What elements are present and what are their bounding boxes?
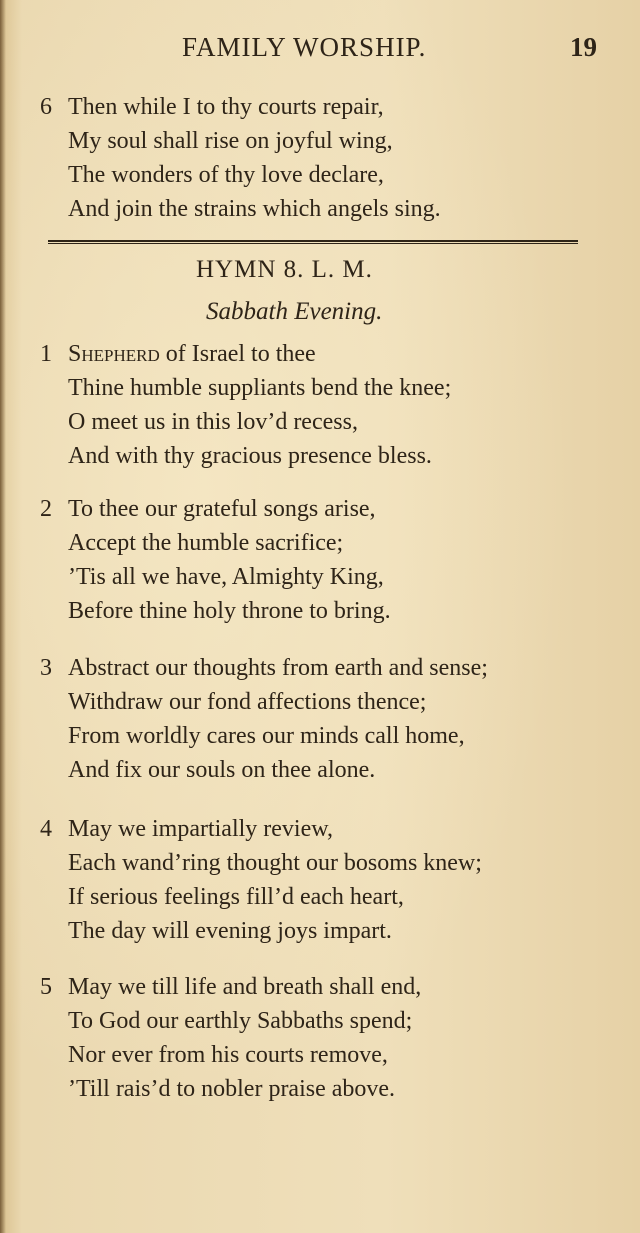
- section-divider: [48, 240, 578, 244]
- verse-number: 2: [40, 496, 52, 522]
- verse-number: 6: [40, 94, 52, 120]
- verse-line: Abstract our thoughts from earth and sense;: [68, 655, 488, 681]
- verse-line: And with thy gracious presence bless.: [68, 443, 432, 469]
- verse-line: ’Tis all we have, Almighty King,: [68, 564, 384, 590]
- verse-number: 5: [40, 974, 52, 1000]
- verse-line: Before thine holy throne to bring.: [68, 598, 391, 624]
- verse-line: The day will evening joys impart.: [68, 918, 392, 944]
- first-word: Shepherd: [68, 341, 160, 367]
- verse-line: To God our earthly Sabbaths spend;: [68, 1008, 413, 1034]
- page-header: [0, 32, 640, 72]
- verse-line: O meet us in this lov’d recess,: [68, 409, 358, 435]
- verse-line: May we impartially review,: [68, 816, 334, 842]
- running-title: FAMILY WORSHIP.: [182, 32, 427, 62]
- verse-number: 1: [40, 341, 52, 367]
- verse-line: To thee our grateful songs arise,: [68, 496, 376, 522]
- verse-number: 3: [40, 655, 52, 681]
- verse-line: Withdraw our fond affections thence;: [68, 689, 427, 715]
- verse-line: ’Till rais’d to nobler praise above.: [68, 1076, 396, 1102]
- verse-line: From worldly cares our minds call home,: [68, 723, 465, 749]
- verse-line: Accept the humble sacrifice;: [68, 530, 344, 556]
- verse-number: 4: [40, 816, 52, 842]
- hymn-subtitle: Sabbath Evening.: [206, 298, 383, 325]
- verse-line: Each wand’ring thought our bosoms knew;: [68, 850, 482, 876]
- verse-line: Thine humble suppliants bend the knee;: [68, 375, 452, 401]
- verse-line: Then while I to thy courts repair,: [68, 94, 384, 120]
- verse-line: May we till life and breath shall end,: [68, 974, 422, 1000]
- first-line-rest: of Israel to thee: [159, 341, 316, 367]
- verse-line: If serious feelings fill’d each heart,: [68, 884, 404, 910]
- hymn-title: HYMN 8. L. M.: [196, 256, 373, 283]
- verse-line: And join the strains which angels sing.: [68, 196, 441, 222]
- verse-line: Nor ever from his courts remove,: [68, 1042, 388, 1068]
- page-number: 19: [570, 32, 597, 62]
- verse-line: The wonders of thy love declare,: [68, 162, 384, 188]
- page-gutter-shadow: [0, 0, 6, 1233]
- verse-line: My soul shall rise on joyful wing,: [68, 128, 393, 154]
- verse-line-first: [68, 337, 316, 371]
- verse-line: And fix our souls on thee alone.: [68, 757, 376, 783]
